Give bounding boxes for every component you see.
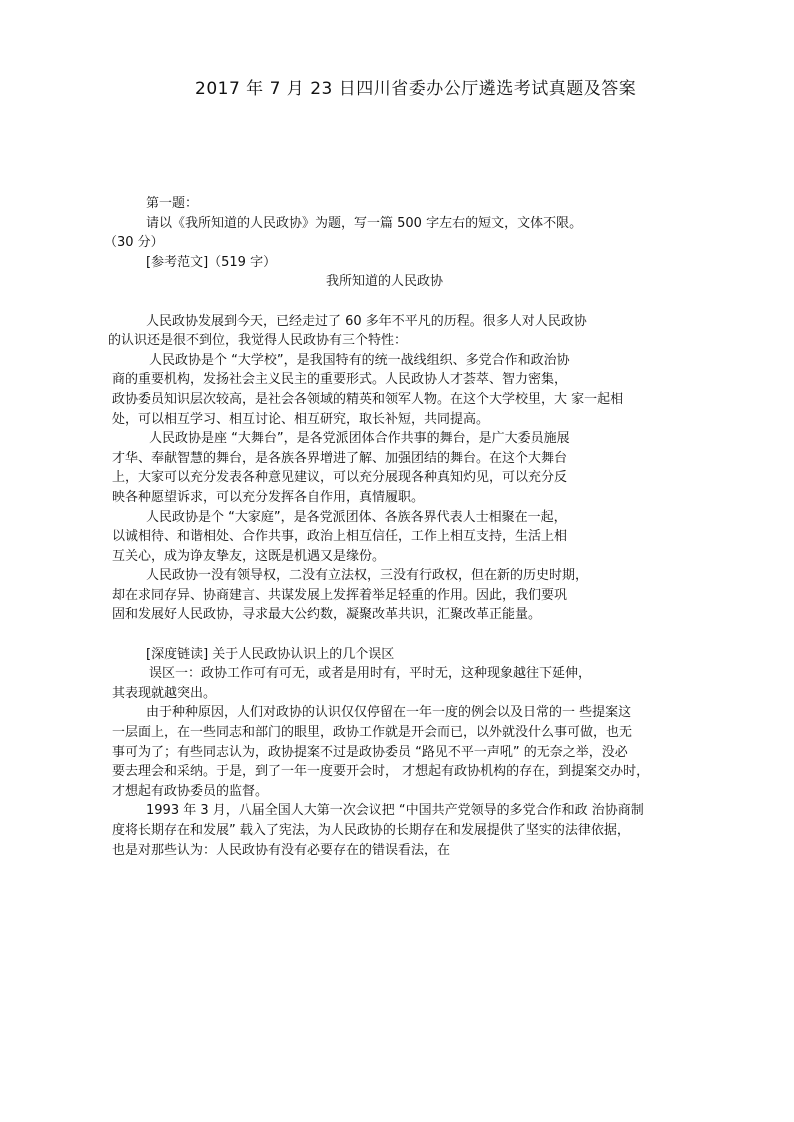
reference-label: [参考范文]（519 字） [146, 254, 277, 270]
deep-line: 一层面上，在一些同志和部门的眼里，政协工作就是开会而已，以外就没什么事可做，也无 [112, 725, 633, 741]
deep-line: 才想起有政协委员的监督。 [112, 783, 269, 799]
question-score: （30 分） [104, 235, 164, 251]
question-prompt: 请以《我所知道的人民政协》为题，写一篇 500 字左右的短文，文体不限。 [146, 215, 583, 231]
deep-line: 由于种种原因，人们对政协的认识仅仅停留在一年一度的例会以及日常的一 些提案这 [146, 705, 632, 721]
essay-line: 却在求同存异、协商建言、共谋发展上发挥着举足轻重的作用。因此，我们要巩 [112, 587, 568, 603]
essay-line: 人民政协是个 “大家庭”，是各党派团体、各族各界代表人士相聚在一起， [146, 509, 567, 525]
deep-line: 度将长期存在和发展” 载入了宪法，为人民政协的长期存在和发展提供了坚实的法律依据， [112, 823, 630, 838]
essay-line: 映各种愿望诉求，可以充分发挥各自作用，真情履职。 [112, 489, 425, 505]
essay-title: 我所知道的人民政协 [326, 274, 444, 290]
essay-line: 人民政协发展到今天，已经走过了 60 多年不平凡的历程。很多人对人民政协 [146, 313, 587, 329]
deep-line: 1993 年 3 月，八届全国人大第一次会议把 “中国共产党领导的多党合作和政 治协商制 [146, 803, 644, 819]
essay-line: 才华、奉献智慧的舞台，是各族各界增进了解、加强团结的舞台。在这个大舞台 [112, 450, 568, 466]
essay-line: 人民政协一没有领导权，二没有立法权，三没有行政权，但在新的历史时期， [146, 568, 589, 584]
misconception-line: 其表现就越突出。 [112, 685, 217, 701]
deep-line: 也是对那些认为：人民政协有没有必要存在的错误看法，在 [112, 842, 451, 858]
deep-line: 事可为了；有些同志认为，政协提案不过是政协委员 “路见不平一声吼” 的无奈之举，没必 [112, 744, 628, 760]
essay-line: 处，可以相互学习、相互讨论、相互研究，取长补短，共同提高。 [112, 411, 490, 427]
essay-line: 政协委员知识层次较高，是社会各领域的精英和领军人物。在这个大学校里，大 家一起相 [112, 391, 624, 407]
essay-line: 人民政协是个 “大学校”，是我国特有的统一战线组织、多党合作和政治协 [149, 352, 570, 368]
essay-line: 以诚相待、和谐相处、合作共事，政治上相互信任，工作上相互支持，生活上相 [112, 529, 568, 545]
essay-line: 固和发展好人民政协，寻求最大公约数，凝聚改革共识，汇聚改革正能量。 [112, 607, 542, 623]
document-body [104, 194, 698, 860]
deep-reading-heading: [深度链读] 关于人民政协认识上的几个误区 [146, 646, 395, 662]
misconception-line: 误区一：政协工作可有可无，或者是用时有，平时无，这种现象越往下延伸， [149, 666, 592, 682]
essay-line: 商的重要机构，发扬社会主义民主的重要形式。人民政协人才荟萃、智力密集， [112, 372, 568, 388]
question-label: 第一题： [146, 196, 199, 211]
deep-line: 要去理会和采纳。于是，到了一年一度要开会时， 才想起有政协机构的存在，到提案交办时， [112, 764, 650, 780]
essay-line: 互关心，成为诤友挚友，这既是机遇又是缘份。 [112, 548, 386, 564]
essay-line: 的认识还是很不到位，我觉得人民政协有三个特性： [108, 333, 408, 349]
essay-line: 上，大家可以充分发表各种意见建议，可以充分展现各种真知灼见，可以充分反 [112, 470, 568, 486]
essay-line: 人民政协是座 “大舞台”，是各党派团体合作共事的舞台，是广大委员施展 [149, 431, 570, 447]
document-title: 2017 年 7 月 23 日四川省委办公厅遴选考试真题及答案 [195, 79, 637, 99]
